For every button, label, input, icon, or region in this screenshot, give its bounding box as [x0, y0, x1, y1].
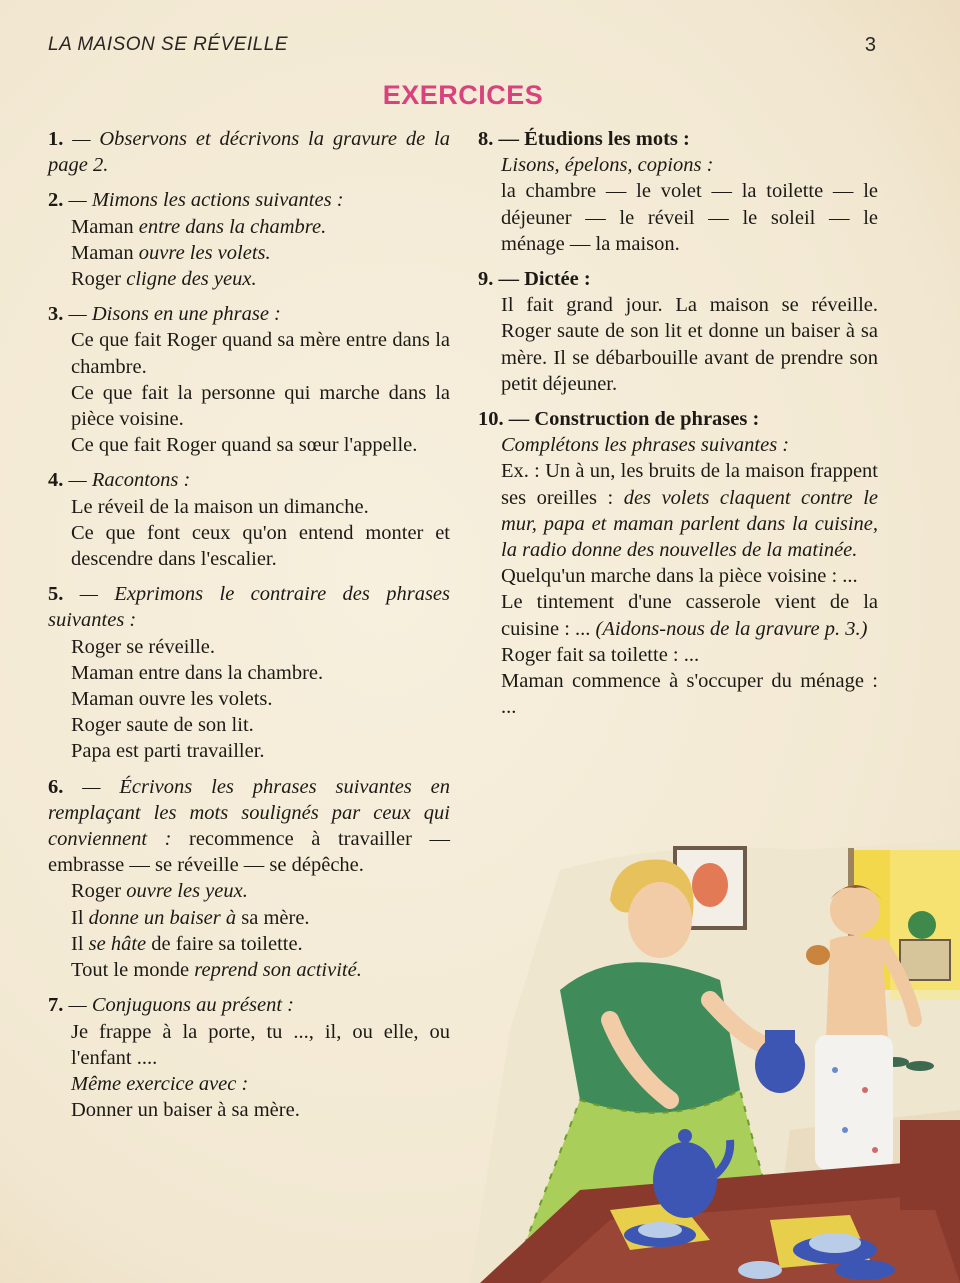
exercise-title: — Conjuguons au présent : — [68, 994, 294, 1017]
exercise-number: 1. — [48, 128, 64, 150]
sentence-line: Maman commence à s'occuper du ménage : ... — [501, 670, 878, 719]
sentence-line: Ce que font ceux qu'on entend monter et descendre dans l'escalier. — [71, 521, 450, 571]
instruction-line: Complétons les phrases suivantes : — [501, 434, 790, 457]
sentence-line: Roger se réveille. — [71, 635, 216, 658]
instruction-line: Lisons, épelons, copions : — [501, 154, 714, 177]
exercise-2 — [48, 187, 450, 292]
chair — [900, 1120, 960, 1210]
section-heading: EXERCICES — [382, 80, 544, 110]
sentence-line: Maman ouvre les volets. — [71, 241, 271, 264]
exercise-title: — Mimons les actions suivantes : — [68, 189, 344, 212]
dictation-text: Il fait grand jour. La maison se réveille. Roger saute de son lit et donne un baiser à sa mère. Il se débarbouille avant de prendre son petit déjeuner. — [501, 294, 878, 395]
exercise-number: 3. — [48, 303, 64, 326]
sentence-line: Il se hâte de faire sa toilette. — [71, 932, 303, 955]
exercise-title: — Racontons : — [68, 469, 191, 492]
example-line: Ex. : Un à un, les bruits de la maison frappent ses oreilles : des volets claquent contre le mur, papa et maman parlent dans la cuisine, la radio donne des nouvelles de la matinée. — [501, 460, 878, 562]
exercise-title: — Exprimons le contraire des phrases suivantes : — [48, 583, 450, 632]
sentence-line: Roger cligne des yeux. — [71, 268, 257, 291]
exercise-10 — [478, 406, 878, 720]
sentence-line: Maman ouvre les volets. — [71, 688, 273, 711]
sentence-line: Ce que fait Roger quand sa sœur l'appelle. — [71, 434, 418, 457]
left-column — [48, 126, 450, 1132]
exercise-number: 8. — [478, 128, 494, 150]
exercise-title: — Étudions les mots : — [498, 128, 690, 150]
sentence-line: Le tintement d'une casserole vient de la cuisine : ... (Aidons-nous de la gravure p. 3.) — [501, 591, 878, 640]
sentence-line: Je frappe à la porte, tu ..., il, ou elle, ou l'enfant .... — [71, 1020, 450, 1069]
exercise-3 — [48, 301, 450, 458]
sentence-line: Donner un baiser à sa mère. — [71, 1099, 300, 1122]
exercise-title: — Construction de phrases : — [508, 408, 760, 431]
sentence-line: Roger fait sa toilette : ... — [501, 643, 700, 666]
word-list: la chambre — le volet — la toilette — le déjeuner — le réveil — le soleil — le ménage — la maison. — [501, 180, 878, 255]
right-column — [478, 126, 878, 729]
exercise-1 — [48, 126, 450, 178]
sentence-line: Papa est parti travailler. — [71, 740, 265, 763]
exercise-number: 6. — [48, 775, 64, 798]
exercise-number: 2. — [48, 189, 64, 212]
sentence-line: Tout le monde reprend son activité. — [71, 959, 362, 982]
sentence-line: Maman entre dans la chambre. — [71, 215, 327, 238]
sentence-line: Le réveil de la maison un dimanche. — [71, 495, 369, 518]
exercise-4 — [48, 467, 450, 572]
exercise-title: — Dictée : — [498, 268, 591, 291]
exercise-number: 9. — [478, 268, 494, 291]
exercise-9 — [478, 266, 878, 397]
sentence-line: Il donne un baiser à sa mère. — [71, 906, 310, 929]
sentence-line: Roger saute de son lit. — [71, 714, 254, 737]
exercise-title: — Écrivons les phrases suivantes en remplaçant les mots soulignés par ceux qui conviennent : — [48, 775, 451, 851]
illustration-breakfast-scene — [470, 830, 960, 1283]
exercise-title: — Disons en une phrase : — [68, 303, 281, 326]
exercise-number: 4. — [48, 469, 64, 492]
sentence-line: Même exercice avec : — [71, 1072, 249, 1095]
exercise-6 — [48, 774, 450, 984]
sentence-line: Quelqu'un marche dans la pièce voisine : ... — [501, 565, 858, 588]
exercise-number: 7. — [48, 994, 64, 1017]
exercise-number: 10. — [478, 408, 504, 431]
exercise-title: — Observons et décrivons la gravure de la page 2. — [48, 128, 450, 177]
page-number: 3 — [864, 34, 876, 56]
exercise-8 — [478, 126, 878, 257]
exercise-5 — [48, 581, 450, 764]
exercise-7 — [48, 992, 450, 1123]
sentence-line: Maman entre dans la chambre. — [71, 661, 324, 684]
sentence-line: Roger ouvre les yeux. — [71, 880, 248, 903]
exercise-number: 5. — [48, 583, 64, 606]
sentence-line: Ce que fait Roger quand sa mère entre dans la chambre. — [71, 329, 450, 378]
running-title: LA MAISON SE RÉVEILLE — [48, 34, 288, 55]
word-choices: recommence à travailler — embrasse — se réveille — se dépêche. — [48, 828, 450, 877]
sentence-line: Ce que fait la personne qui marche dans la pièce voisine. — [71, 381, 450, 431]
